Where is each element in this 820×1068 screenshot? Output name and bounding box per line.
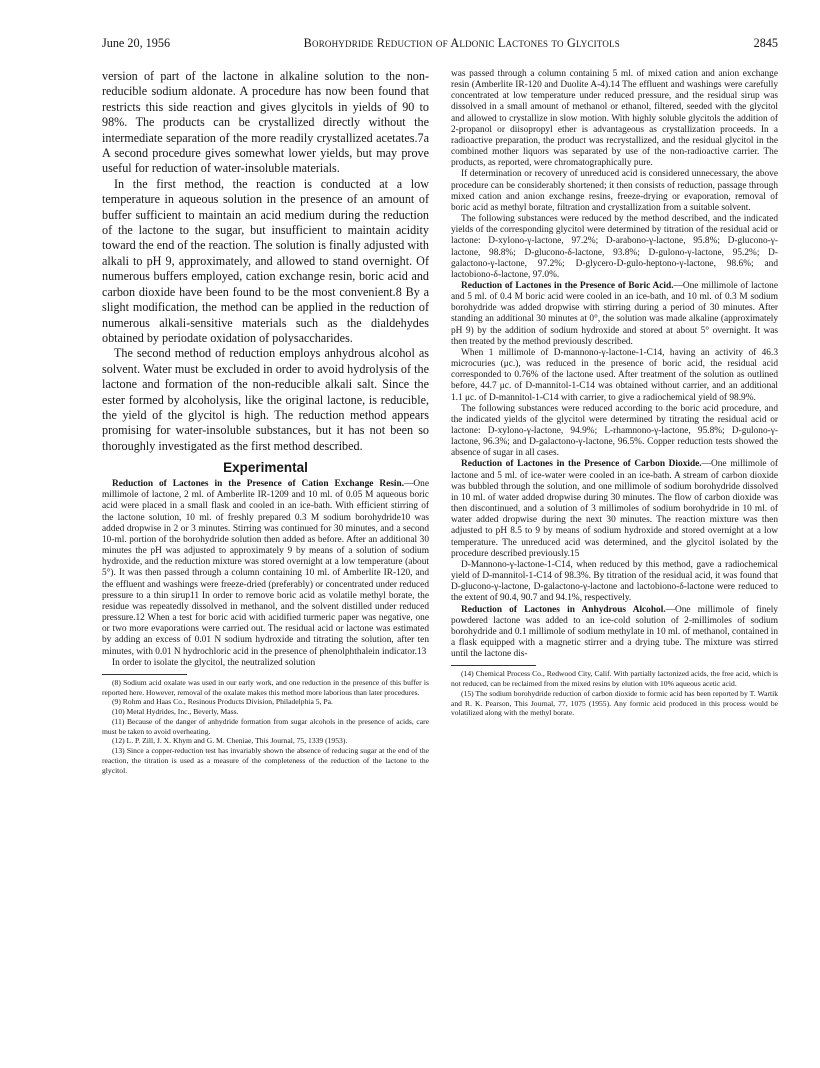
procedure-paragraph [451,281,778,348]
procedure-paragraph: The following substances were reduced according to the boric acid procedure, and the indicated yields of the glycitol were determined by titrating the residual acid or lactone: D-xylono-γ-lactone, 94.9%; L-rhamnono-γ-lactone, 95.8%; D-gulono-γ-lactone, 96.3%; and D-galactono-γ-lactone, 96.5%. Copper reduction tests showed the absence of sugar in all cases. [451,403,778,459]
footnotes-right [451,669,778,718]
run-in-heading: Reduction of Lactones in the Presence of Cation Exchange Resin. [112,479,405,490]
footnote: (8) Sodium acid oxalate was used in our early work, and one reduction in the presence of this buffer is reported here. However, removal of the oxalate makes this method more laborious than later procedures. [102,677,429,697]
header-date: June 20, 1956 [102,36,171,50]
section-heading-experimental: Experimental [223,460,308,476]
run-in-heading: Reduction of Lactones in Anhydrous Alcohol. [461,604,666,615]
procedure-paragraph: If determination or recovery of unreduced acid is considered unnecessary, the above procedure can be considerably shortened; it then consists of reduction, passage through mixed cation and anion exchange resins, freeze-drying or evaporation, removal of boric acid as methyl borate, filtration and crystallization from a suitable solvent. [451,169,778,213]
procedure-paragraph: was passed through a column containing 5 ml. of mixed cation and anion exchange resin (Amberlite IR-120 and Duolite A-4).14 The effluent and washings were carefully concentrated at low temperature under reduced pressure, and the residual sirup was dissolved in a small amount of methanol or ethanol, filtered, seeded with the glycitol and allowed to crystallize in slow motion. With highly soluble glycitols the addition of 2-propanol or diisopropyl ether is advantageous as crystallization proceeds. In a radioactive preparation, the product was recrystallized, and the residual glycitol in the combined mother liquors was separated by use of the non-radioactive carrier. The products, as reported, were chromatographically pure. [451,69,778,169]
procedure-paragraph: In order to isolate the glycitol, the neutralized solution [112,657,316,668]
footnotes-left [102,678,429,776]
paragraph-body: —One millimole of finely powdered lactone was added to an ice-cold solution of 2-millimoles of sodium borohydride and 0.1 millimole of sodium methylate in 10 ml. of methanol, contained in a flask equipped with a magnetic stirrer and a drying tube. The mixture was stirred until the lactone dis- [451,604,778,660]
procedure-paragraph [451,605,778,661]
footnote: (12) L. P. Zill, J. X. Khym and G. M. Cheniae, This Journal, 75, 1339 (1953). [112,736,348,746]
paragraph-body: —One millimole of lactone and 5 ml. of ice-water were cooled in an ice-bath. A stream of carbon dioxide was bubbled through the solution, and one millimole of sodium borohydride dissolved in 10 ml. of water added dropwise during 30 minutes. The flow of carbon dioxide was then discontinued, and a solution of 3 millimoles of sodium borohydride in 10 ml. of water added dropwise during the next 30 minutes. The reaction mixture was then adjusted to pH 8.5 to 9 by means of sodium hydroxide and stored overnight at a low temperature. The unreduced acid was determined, and the glycitol isolated by the procedure described previously.15 [451,459,779,559]
footnote: (13) Since a copper-reduction test has invariably shown the absence of reducing sugar at the end of the reaction, the titration is used as a measure of the completeness of the reduction of the lactone to the glycitol. [102,746,429,775]
footnote: (11) Because of the danger of anhydride formation from sugar alcohols in the presence of acids, care must be taken to avoid overheating. [102,716,429,736]
procedure-paragraph: When 1 millimole of D-mannono-γ-lactone-1-C14, having an activity of 46.3 microcuries (μc.), was reduced in the presence of boric acid, the residual acid corresponded to 0.76% of the lactone used. After treatment of the solution as outlined before, 44.7 μc. of D-mannitol-1-C14 was obtained without carrier, and an additional 1.1 μc. of D-mannitol-1-C14 with carrier, to give a radiochemical yield of 98.9%. [451,347,778,403]
paragraph-body: —One millimole of lactone and 5 ml. of 0.4 M boric acid were cooled in an ice-bath, and 10 ml. of 0.3 M sodium borohydride was added dropwise with stirring during a period of 30 minutes. After standing an additional 30 minutes at 0°, the solution was made alkaline (approximately pH 9) by the addition of sodium hydroxide and stored at about 5° overnight. It was then treated by the method previously described. [451,280,778,347]
procedure-paragraph [102,479,429,658]
intro-paragraph: version of part of the lactone in alkaline solution to the non-reducible sodium aldonate. A procedure has now been found that restricts this side reaction and gives glycitols in yields of 90 to 98%. The products can be crystallized directly without the intermediate separation of the more readily crystallized acetates.7a A second procedure gives somewhat lower yields, but may prove useful for reduction of water-insoluble materials. [102,69,429,176]
footnote: (9) Rohm and Haas Co., Resinous Products Division, Philadelphia 5, Pa. [112,697,333,707]
running-header [102,36,778,54]
experimental-text-continued [451,69,778,660]
right-column [451,69,778,775]
footnote: (14) Chemical Process Co., Redwood City, Calif. With partially lactonized acids, the free acid, which is not reduced, can be reclaimed from the mixed resins by elution with 10% aqueous acetic acid. [451,669,778,689]
intro-paragraph: In the first method, the reaction is conducted at a low temperature in aqueous solution in the presence of an amount of buffer sufficient to maintain an acid medium during the reduction of the lactone to the sugar, but insufficient to maintain acidity toward the end of the reaction. The solution is finally adjusted with alkali to pH 9, approximately, and allowed to stand overnight. Of numerous buffers employed, cation exchange resin, boric acid and carbon dioxide have been found to be the most convenient.8 By a slight modification, the method can be applied in the reduction of numerous alkali-sensitive materials such as the dialdehydes obtained by periodate oxidation of polysaccharides. [102,176,429,345]
left-column [102,69,429,775]
intro-paragraph: The second method of reduction employs anhydrous alcohol as solvent. Water must be excluded in order to avoid hydrolysis of the lactone and formation of the non-reducible alkali salt. Since the ester formed by alcoholysis, like the original lactone, is reducible, the yield of the glycitol is high. The reduction method appears promising for water-insoluble substances, but it has not been so thoroughly investigated as the first method described. [102,346,429,453]
footnote-rule [102,674,187,675]
run-in-heading: Reduction of Lactones in the Presence of Boric Acid. [461,280,674,291]
procedure-paragraph: The following substances were reduced by the method described, and the indicated yields of the corresponding glycitol were determined by titration of the residual acid or lactone: D-xylono-γ-lactone, 97.2%; D-arabono-γ-lactone, 95.8%; D-glucono-γ-lactone, 98.8%; D-glucono-δ-lactone, 93.8%; D-gulono-γ-lactone, 95.2%; D-galactono-γ-lactone, 97.2%; D-glycero-D-gulo-heptono-γ-lactone, 98.6%; and lactobiono-δ-lactone, 97.0%. [451,214,778,280]
two-column-body [102,69,778,775]
header-title: Borohydride Reduction of Aldonic Lactones to Glycitols [303,36,620,50]
page-number: 2845 [753,36,778,50]
introduction [102,69,429,454]
footnote: (15) The sodium borohydride reduction of carbon dioxide to formic acid has been reported by T. Wartik and R. K. Pearson, This Journal, 77, 1075 (1955). Any formic acid produced in this process would be volatilized along with the methyl borate. [451,688,778,718]
paragraph-body: —One millimole of lactone, 2 ml. of Amberlite IR-1209 and 10 ml. of 0.05 M aqueous boric acid were placed in a small flask and cooled in an ice-bath. With efficient stirring of the lactone solution, 10 ml. of freshly prepared 0.3 M sodium borohydride10 was added dropwise in 2 or 3 minutes. Stirring was continued for 30 minutes, and a second 10-ml. portion of the borohydride solution then added as before. After an additional 30 minutes the pH was adjusted to approximately 9 by means of a solution of sodium hydroxide, and the reduction mixture was stored overnight at a low temperature (about 5°). It was then passed through a column containing 10 ml. of Amberlite IR-120, and the effluent and washings were freeze-dried (preferably) or concentrated under reduced pressure to a thin sirup11 In order to remove boric acid as volatile methyl borate, the residue was repeatedly dissolved in methanol, and the solvent distilled under reduced pressure.12 When a test for boric acid with acidified turmeric paper was negative, one or two more evaporations were carried out. The residual acid or lactone was estimated by adding an excess of 0.01 N sodium hydroxide and titrating the solution, after ten minutes, with 0.01 N hydrochloric acid in the presence of phenolphthalein indicator.13 [102,479,429,657]
footnote: (10) Metal Hydrides, Inc., Beverly, Mass. [112,707,239,717]
run-in-heading: Reduction of Lactones in the Presence of Carbon Dioxide. [461,459,702,470]
footnote-rule [451,665,536,666]
procedure-paragraph [451,459,778,559]
experimental-text [102,479,429,669]
procedure-paragraph: D-Mannono-γ-lactone-1-C14, when reduced by this method, gave a radiochemical yield of D-mannitol-1-C14 of 98.3%. By titration of the residual acid, it was found that D-glucono-γ-lactone, D-galactono-γ-lactone and lactobiono-δ-lactone were reduced to the extent of 90.4, 90.7 and 94.1%, respectively. [451,559,778,604]
